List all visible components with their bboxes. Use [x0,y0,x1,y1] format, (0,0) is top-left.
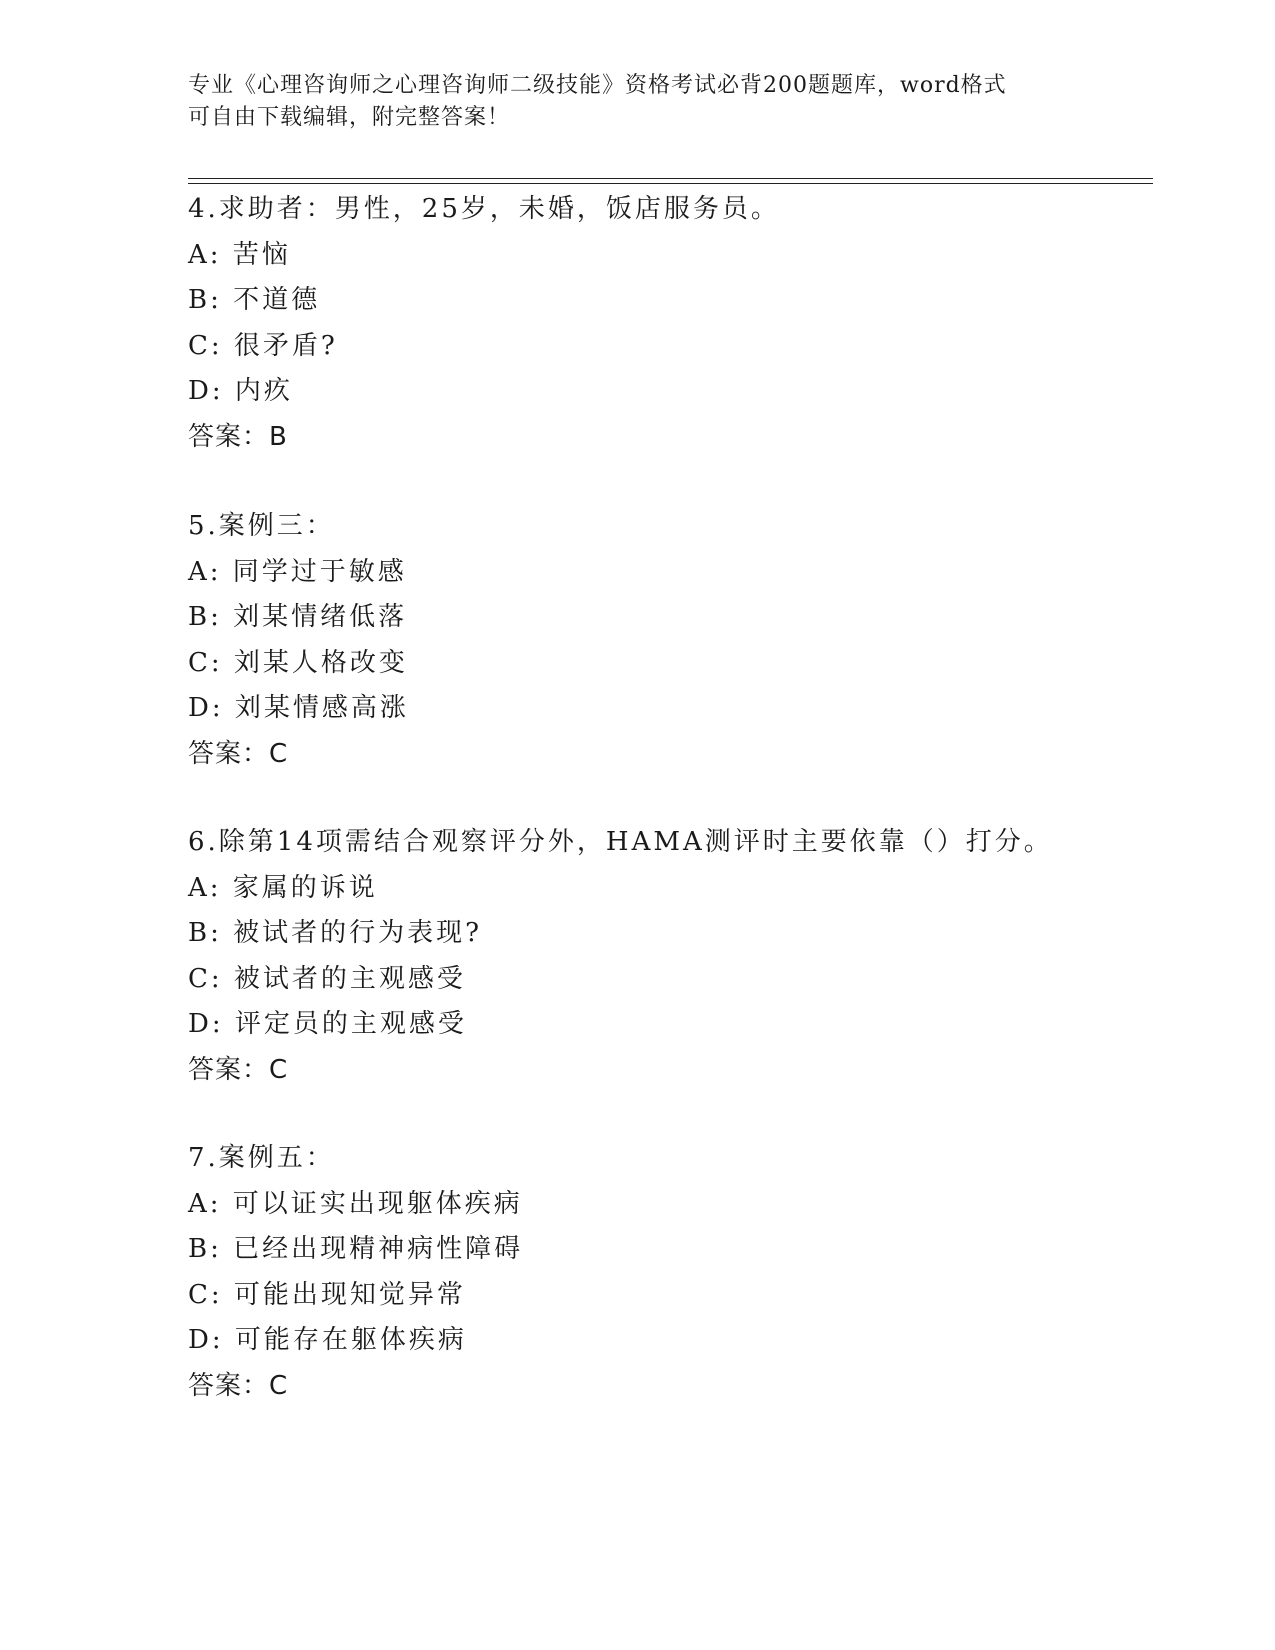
option-d: D: 内疚 [188,376,293,406]
answer-line: 答案：C [188,1370,289,1401]
option-b: B: 被试者的行为表现? [188,918,483,948]
answer-line: 答案：B [188,421,288,452]
answer-line: 答案：C [188,1054,289,1085]
option-c: C: 可能出现知觉异常 [188,1279,466,1310]
option-a: A: 可以证实出现躯体疾病 [188,1188,523,1219]
option-d: D: 评定员的主观感受 [188,1009,467,1039]
header-line-2: 可自由下载编辑，附完整答案！ [188,105,511,130]
option-c: C: 很矛盾? [188,330,338,361]
question-stem: 6.除第14项需结合观察评分外，HAMA测评时主要依靠（）打分。 [188,827,1053,857]
question-stem: 4.求助者：男性，25岁，未婚，饭店服务员。 [188,194,780,224]
option-d: D: 刘某情感高涨 [188,693,409,723]
question-block-4 [188,187,1188,460]
option-a: A: 苦恼 [188,239,291,270]
question-block-7 [188,1136,1188,1409]
answer-line: 答案：C [188,738,289,769]
option-d: D: 可能存在躯体疾病 [188,1325,467,1355]
option-a: A: 家属的诉说 [188,872,378,903]
option-c: C: 被试者的主观感受 [188,963,466,994]
header-divider-bottom [188,183,1153,184]
question-stem: 5.案例三： [188,511,335,541]
question-block-6 [188,820,1188,1093]
option-c: C: 刘某人格改变 [188,647,408,678]
question-stem: 7.案例五： [188,1143,335,1173]
option-b: B: 刘某情绪低落 [188,602,408,632]
header-divider-top [188,178,1153,179]
option-b: B: 不道德 [188,285,321,315]
header-line-1: 专业《心理咨询师之心理咨询师二级技能》资格考试必背200题题库，word格式 [188,73,1007,98]
option-b: B: 已经出现精神病性障碍 [188,1234,524,1264]
question-block-5 [188,504,1188,777]
document-header [188,70,1088,134]
option-a: A: 同学过于敏感 [188,556,407,587]
